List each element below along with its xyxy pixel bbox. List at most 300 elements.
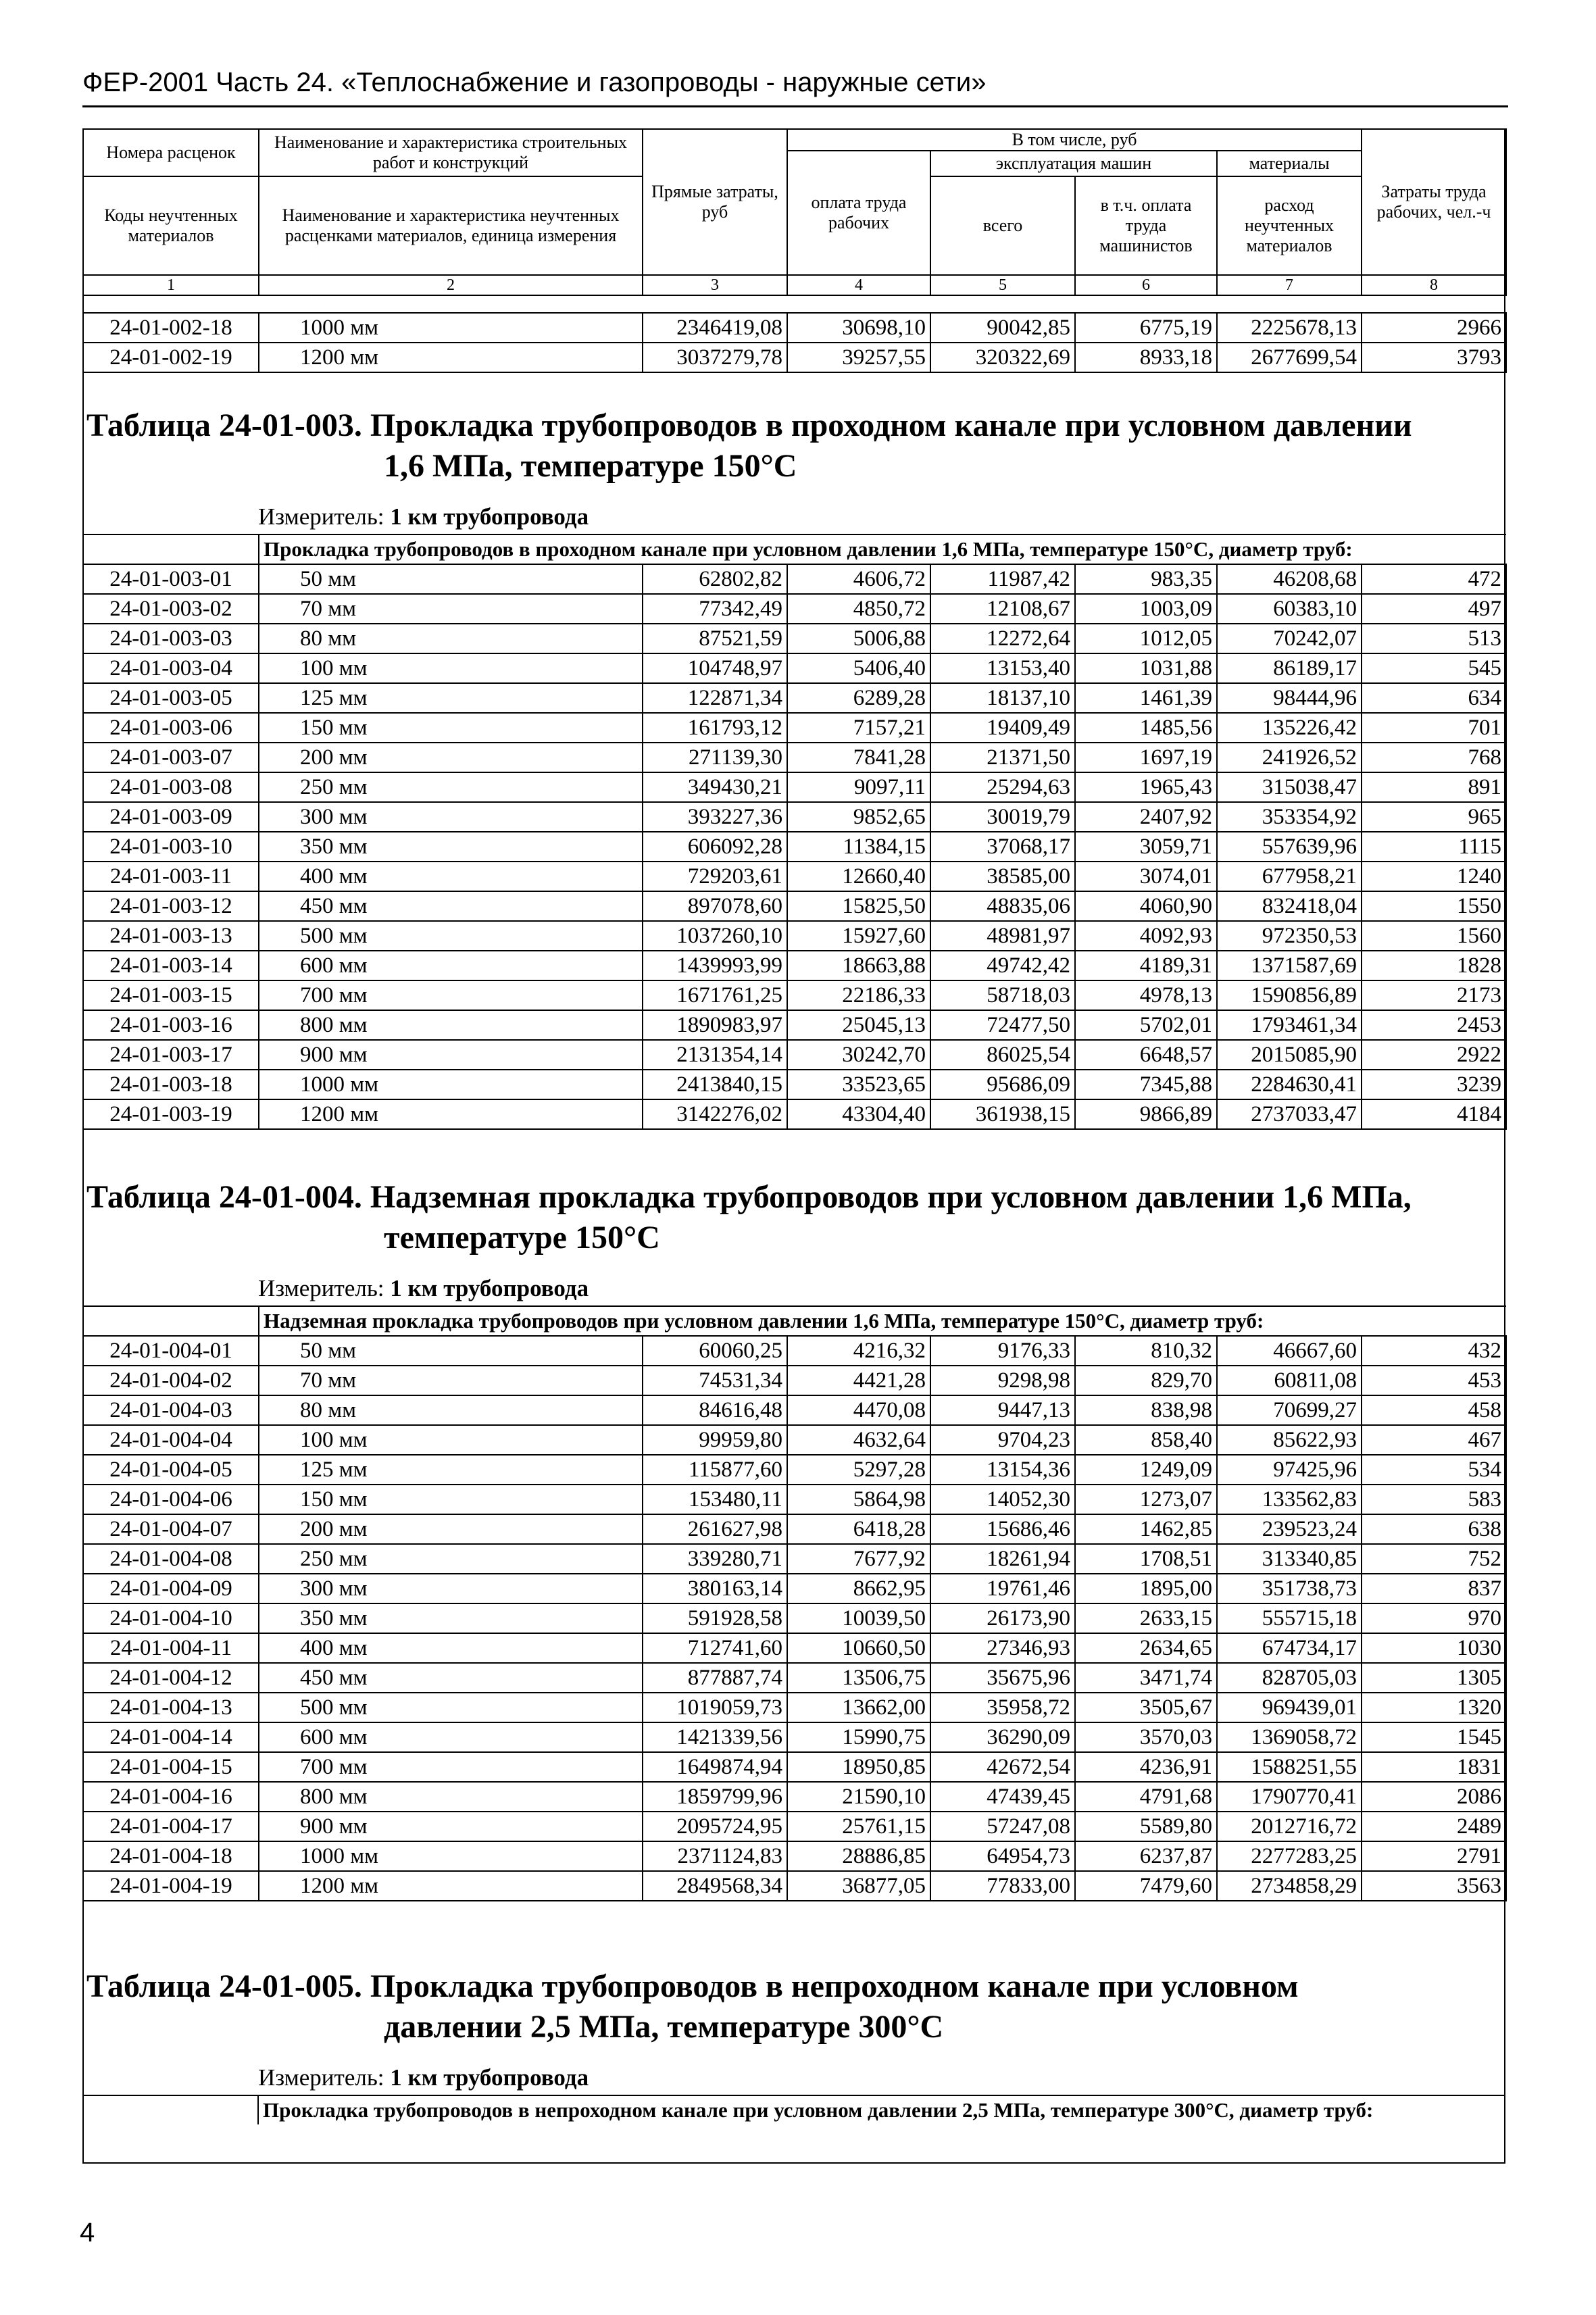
unit-of-measure <box>82 2062 1505 2095</box>
table-row <box>83 594 1506 624</box>
machines-total-cell: 9176,33 <box>930 1336 1075 1366</box>
table-title <box>82 1966 1505 2047</box>
rate-code-cell: 24-01-004-03 <box>83 1395 259 1425</box>
direct-costs-cell: 339280,71 <box>643 1544 787 1574</box>
direct-costs-cell: 3037279,78 <box>643 343 787 372</box>
header-machines-total: всего <box>930 176 1075 275</box>
material-use-cell: 60383,10 <box>1217 594 1362 624</box>
labor-hours-cell: 1030 <box>1362 1633 1506 1663</box>
unit-label: Измеритель: <box>258 503 391 530</box>
machines-total-cell: 47439,45 <box>930 1782 1075 1812</box>
item-name-cell: 50 мм <box>259 564 643 594</box>
rate-code-cell: 24-01-004-17 <box>83 1812 259 1841</box>
table-title-line2: давлении 2,5 МПа, температуре 300°С <box>384 2009 944 2045</box>
material-use-cell: 85622,93 <box>1217 1425 1362 1455</box>
direct-costs-cell: 2413840,15 <box>643 1070 787 1099</box>
labor-hours-cell: 1240 <box>1362 862 1506 891</box>
direct-costs-cell: 1671761,25 <box>643 980 787 1010</box>
direct-costs-cell: 2095724,95 <box>643 1812 787 1841</box>
table-title-line2: температуре 150°С <box>384 1220 660 1255</box>
material-use-cell: 969439,01 <box>1217 1693 1362 1722</box>
material-use-cell: 677958,21 <box>1217 862 1362 891</box>
machinist-pay-cell: 1461,39 <box>1075 683 1217 713</box>
labor-hours-cell: 453 <box>1362 1366 1506 1395</box>
item-name-cell: 70 мм <box>259 1366 643 1395</box>
direct-costs-cell: 2346419,08 <box>643 313 787 343</box>
material-use-cell: 832418,04 <box>1217 891 1362 921</box>
material-use-cell: 1790770,41 <box>1217 1782 1362 1812</box>
rate-code-cell: 24-01-003-07 <box>83 743 259 772</box>
rate-code-cell: 24-01-004-01 <box>83 1336 259 1366</box>
labor-hours-cell: 634 <box>1362 683 1506 713</box>
rate-code-cell: 24-01-003-08 <box>83 772 259 802</box>
material-use-cell: 133562,83 <box>1217 1485 1362 1514</box>
worker-pay-cell: 12660,40 <box>787 862 930 891</box>
table-row <box>83 1603 1506 1633</box>
table-row <box>83 743 1506 772</box>
item-name-cell: 80 мм <box>259 624 643 653</box>
table-row <box>83 1782 1506 1812</box>
colnum-7: 7 <box>1217 275 1362 295</box>
header-material-codes: Коды неучтенных материалов <box>83 176 259 275</box>
machinist-pay-cell: 2407,92 <box>1075 802 1217 832</box>
labor-hours-cell: 1550 <box>1362 891 1506 921</box>
machinist-pay-cell: 7345,88 <box>1075 1070 1217 1099</box>
item-name-cell: 100 мм <box>259 1425 643 1455</box>
table-row <box>83 1010 1506 1040</box>
rate-code-cell: 24-01-003-04 <box>83 653 259 683</box>
machines-total-cell: 95686,09 <box>930 1070 1075 1099</box>
table-description: Надземная прокладка трубопроводов при условном давлении 1,6 МПа, температуре 150°С, диаметр труб: <box>259 1306 1506 1336</box>
material-use-cell: 828705,03 <box>1217 1663 1362 1693</box>
machinist-pay-cell: 9866,89 <box>1075 1099 1217 1129</box>
item-name-cell: 200 мм <box>259 743 643 772</box>
machines-total-cell: 18137,10 <box>930 683 1075 713</box>
machines-total-cell: 58718,03 <box>930 980 1075 1010</box>
rate-table <box>82 1305 1507 1901</box>
machinist-pay-cell: 3471,74 <box>1075 1663 1217 1693</box>
material-use-cell: 2012716,72 <box>1217 1812 1362 1841</box>
desc-spacer <box>82 2095 258 2124</box>
labor-hours-cell: 432 <box>1362 1336 1506 1366</box>
machinist-pay-cell: 1012,05 <box>1075 624 1217 653</box>
table-24-01-005 <box>82 1966 1505 2124</box>
rate-code-cell: 24-01-004-16 <box>83 1782 259 1812</box>
machines-total-cell: 48981,97 <box>930 921 1075 951</box>
rate-code-cell: 24-01-004-06 <box>83 1485 259 1514</box>
table-row <box>83 921 1506 951</box>
rate-code-cell: 24-01-004-19 <box>83 1871 259 1901</box>
machines-total-cell: 18261,94 <box>930 1544 1075 1574</box>
labor-hours-cell: 497 <box>1362 594 1506 624</box>
header-labor-hours: Затраты труда рабочих, чел.-ч <box>1362 129 1506 275</box>
labor-hours-cell: 2966 <box>1362 313 1506 343</box>
machinist-pay-cell: 1485,56 <box>1075 713 1217 743</box>
material-use-cell: 60811,08 <box>1217 1366 1362 1395</box>
worker-pay-cell: 5406,40 <box>787 653 930 683</box>
table-row <box>83 1574 1506 1603</box>
item-name-cell: 500 мм <box>259 1693 643 1722</box>
material-use-cell: 1371587,69 <box>1217 951 1362 980</box>
labor-hours-cell: 1831 <box>1362 1752 1506 1782</box>
machinist-pay-cell: 1965,43 <box>1075 772 1217 802</box>
machinist-pay-cell: 1462,85 <box>1075 1514 1217 1544</box>
item-name-cell: 150 мм <box>259 1485 643 1514</box>
table-row <box>83 1693 1506 1722</box>
item-name-cell: 900 мм <box>259 1812 643 1841</box>
item-name-cell: 80 мм <box>259 1395 643 1425</box>
labor-hours-cell: 1560 <box>1362 921 1506 951</box>
machinist-pay-cell: 4092,93 <box>1075 921 1217 951</box>
table-row <box>83 564 1506 594</box>
item-name-cell: 1000 мм <box>259 313 643 343</box>
direct-costs-cell: 393227,36 <box>643 802 787 832</box>
rate-code-cell: 24-01-003-06 <box>83 713 259 743</box>
worker-pay-cell: 43304,40 <box>787 1099 930 1129</box>
labor-hours-cell: 458 <box>1362 1395 1506 1425</box>
table-row <box>83 1633 1506 1663</box>
machinist-pay-cell: 6775,19 <box>1075 313 1217 343</box>
table-row <box>83 951 1506 980</box>
direct-costs-cell: 380163,14 <box>643 1574 787 1603</box>
table-row <box>83 1455 1506 1485</box>
rate-code-cell: 24-01-004-04 <box>83 1425 259 1455</box>
worker-pay-cell: 9097,11 <box>787 772 930 802</box>
colnum-1: 1 <box>83 275 259 295</box>
table-row <box>83 1395 1506 1425</box>
table-row <box>83 1366 1506 1395</box>
labor-hours-cell: 2489 <box>1362 1812 1506 1841</box>
desc-spacer <box>83 534 259 564</box>
labor-hours-cell: 837 <box>1362 1574 1506 1603</box>
worker-pay-cell: 4470,08 <box>787 1395 930 1425</box>
material-use-cell: 2677699,54 <box>1217 343 1362 372</box>
table-row <box>83 862 1506 891</box>
material-use-cell: 46667,60 <box>1217 1336 1362 1366</box>
material-use-cell: 2277283,25 <box>1217 1841 1362 1871</box>
worker-pay-cell: 9852,65 <box>787 802 930 832</box>
machinist-pay-cell: 1031,88 <box>1075 653 1217 683</box>
labor-hours-cell: 2453 <box>1362 1010 1506 1040</box>
machinist-pay-cell: 1249,09 <box>1075 1455 1217 1485</box>
direct-costs-cell: 271139,30 <box>643 743 787 772</box>
item-name-cell: 600 мм <box>259 951 643 980</box>
direct-costs-cell: 122871,34 <box>643 683 787 713</box>
labor-hours-cell: 4184 <box>1362 1099 1506 1129</box>
rate-code-cell: 24-01-004-15 <box>83 1752 259 1782</box>
table-row <box>83 1514 1506 1544</box>
rate-code-cell: 24-01-004-05 <box>83 1455 259 1485</box>
machines-total-cell: 13154,36 <box>930 1455 1075 1485</box>
table-row <box>83 1752 1506 1782</box>
material-use-cell: 2284630,41 <box>1217 1070 1362 1099</box>
rate-code-cell: 24-01-003-18 <box>83 1070 259 1099</box>
machines-total-cell: 77833,00 <box>930 1871 1075 1901</box>
machines-total-cell: 21371,50 <box>930 743 1075 772</box>
item-name-cell: 300 мм <box>259 802 643 832</box>
machines-total-cell: 12108,67 <box>930 594 1075 624</box>
machinist-pay-cell: 1895,00 <box>1075 1574 1217 1603</box>
item-name-cell: 1000 мм <box>259 1070 643 1099</box>
material-use-cell: 557639,96 <box>1217 832 1362 862</box>
item-name-cell: 200 мм <box>259 1514 643 1544</box>
unit-value: 1 км трубопровода <box>390 2064 589 2091</box>
column-header <box>82 128 1507 296</box>
labor-hours-cell: 752 <box>1362 1544 1506 1574</box>
rate-code-cell: 24-01-003-15 <box>83 980 259 1010</box>
rate-code-cell: 24-01-002-19 <box>83 343 259 372</box>
item-name-cell: 350 мм <box>259 1603 643 1633</box>
worker-pay-cell: 13662,00 <box>787 1693 930 1722</box>
item-name-cell: 800 мм <box>259 1782 643 1812</box>
material-use-cell: 313340,85 <box>1217 1544 1362 1574</box>
direct-costs-cell: 104748,97 <box>643 653 787 683</box>
table-title <box>82 405 1505 487</box>
worker-pay-cell: 18950,85 <box>787 1752 930 1782</box>
table-title-line1: Таблица 24-01-005. Прокладка трубопроводов в непроходном канале при условном <box>86 1968 1299 2004</box>
item-name-cell: 100 мм <box>259 653 643 683</box>
page-header: ФЕР-2001 Часть 24. «Теплоснабжение и газопроводы - наружные сети» <box>82 62 1508 107</box>
material-use-cell: 239523,24 <box>1217 1514 1362 1544</box>
table-title-line1: Таблица 24-01-004. Надземная прокладка трубопроводов при условном давлении 1,6 МПа, <box>86 1179 1412 1215</box>
machines-total-cell: 19409,49 <box>930 713 1075 743</box>
material-use-cell: 1793461,34 <box>1217 1010 1362 1040</box>
direct-costs-cell: 60060,25 <box>643 1336 787 1366</box>
colnum-3: 3 <box>643 275 787 295</box>
item-name-cell: 700 мм <box>259 980 643 1010</box>
direct-costs-cell: 712741,60 <box>643 1633 787 1663</box>
header-material-use: расход неучтенных материалов <box>1217 176 1362 275</box>
labor-hours-cell: 638 <box>1362 1514 1506 1544</box>
item-name-cell: 1200 мм <box>259 343 643 372</box>
worker-pay-cell: 25761,15 <box>787 1812 930 1841</box>
item-name-cell: 450 мм <box>259 891 643 921</box>
worker-pay-cell: 22186,33 <box>787 980 930 1010</box>
labor-hours-cell: 545 <box>1362 653 1506 683</box>
machines-total-cell: 13153,40 <box>930 653 1075 683</box>
material-use-cell: 46208,68 <box>1217 564 1362 594</box>
table-row <box>83 1425 1506 1455</box>
material-use-cell: 555715,18 <box>1217 1603 1362 1633</box>
machines-total-cell: 30019,79 <box>930 802 1075 832</box>
item-name-cell: 800 мм <box>259 1010 643 1040</box>
machines-total-cell: 25294,63 <box>930 772 1075 802</box>
table-row <box>83 980 1506 1010</box>
header-including: В том числе, руб <box>787 129 1362 151</box>
material-use-cell: 2734858,29 <box>1217 1871 1362 1901</box>
material-use-cell: 353354,92 <box>1217 802 1362 832</box>
rate-code-cell: 24-01-003-03 <box>83 624 259 653</box>
direct-costs-cell: 261627,98 <box>643 1514 787 1544</box>
labor-hours-cell: 513 <box>1362 624 1506 653</box>
direct-costs-cell: 1421339,56 <box>643 1722 787 1752</box>
worker-pay-cell: 18663,88 <box>787 951 930 980</box>
table-row <box>83 1812 1506 1841</box>
item-name-cell: 500 мм <box>259 921 643 951</box>
machines-total-cell: 11987,42 <box>930 564 1075 594</box>
direct-costs-cell: 877887,74 <box>643 1663 787 1693</box>
item-name-cell: 50 мм <box>259 1336 643 1366</box>
table-row <box>83 1336 1506 1366</box>
table-row <box>83 313 1506 343</box>
item-name-cell: 400 мм <box>259 1633 643 1663</box>
table-row <box>83 1722 1506 1752</box>
machines-total-cell: 72477,50 <box>930 1010 1075 1040</box>
worker-pay-cell: 4606,72 <box>787 564 930 594</box>
rate-code-cell: 24-01-003-12 <box>83 891 259 921</box>
machinist-pay-cell: 858,40 <box>1075 1425 1217 1455</box>
rate-code-cell: 24-01-004-18 <box>83 1841 259 1871</box>
machines-total-cell: 26173,90 <box>930 1603 1075 1633</box>
rate-code-cell: 24-01-004-08 <box>83 1544 259 1574</box>
item-name-cell: 600 мм <box>259 1722 643 1752</box>
item-name-cell: 450 мм <box>259 1663 643 1693</box>
table-description: Прокладка трубопроводов в непроходном канале при условном давлении 2,5 МПа, температуре 300°С, диаметр труб: <box>258 2095 1505 2124</box>
rate-code-cell: 24-01-003-10 <box>83 832 259 862</box>
labor-hours-cell: 965 <box>1362 802 1506 832</box>
table-title-line1: Таблица 24-01-003. Прокладка трубопроводов в проходном канале при условном давлении <box>86 407 1412 443</box>
rate-code-cell: 24-01-004-02 <box>83 1366 259 1395</box>
page-number: 4 <box>80 2218 95 2247</box>
rate-code-cell: 24-01-002-18 <box>83 313 259 343</box>
direct-costs-cell: 153480,11 <box>643 1485 787 1514</box>
machinist-pay-cell: 3505,67 <box>1075 1693 1217 1722</box>
machines-total-cell: 27346,93 <box>930 1633 1075 1663</box>
direct-costs-cell: 1019059,73 <box>643 1693 787 1722</box>
direct-costs-cell: 161793,12 <box>643 713 787 743</box>
direct-costs-cell: 1037260,10 <box>643 921 787 951</box>
table-24-01-004 <box>82 1177 1505 1901</box>
worker-pay-cell: 30242,70 <box>787 1040 930 1070</box>
desc-spacer <box>83 1306 259 1336</box>
labor-hours-cell: 472 <box>1362 564 1506 594</box>
table-row <box>83 1871 1506 1901</box>
direct-costs-cell: 897078,60 <box>643 891 787 921</box>
worker-pay-cell: 30698,10 <box>787 313 930 343</box>
rate-code-cell: 24-01-004-13 <box>83 1693 259 1722</box>
worker-pay-cell: 4632,64 <box>787 1425 930 1455</box>
machinist-pay-cell: 4060,90 <box>1075 891 1217 921</box>
worker-pay-cell: 10039,50 <box>787 1603 930 1633</box>
item-name-cell: 1200 мм <box>259 1099 643 1129</box>
unit-value: 1 км трубопровода <box>390 1275 589 1301</box>
item-name-cell: 125 мм <box>259 683 643 713</box>
table-title <box>82 1177 1505 1258</box>
rate-code-cell: 24-01-004-10 <box>83 1603 259 1633</box>
rate-code-cell: 24-01-003-09 <box>83 802 259 832</box>
colnum-8: 8 <box>1362 275 1506 295</box>
direct-costs-cell: 2371124,83 <box>643 1841 787 1871</box>
machinist-pay-cell: 983,35 <box>1075 564 1217 594</box>
machines-total-cell: 15686,46 <box>930 1514 1075 1544</box>
machines-total-cell: 320322,69 <box>930 343 1075 372</box>
worker-pay-cell: 7677,92 <box>787 1544 930 1574</box>
worker-pay-cell: 15825,50 <box>787 891 930 921</box>
rate-code-cell: 24-01-004-11 <box>83 1633 259 1663</box>
table-row <box>83 1070 1506 1099</box>
table-row <box>83 1040 1506 1070</box>
worker-pay-cell: 10660,50 <box>787 1633 930 1663</box>
material-use-cell: 86189,17 <box>1217 653 1362 683</box>
material-use-cell: 98444,96 <box>1217 683 1362 713</box>
machinist-pay-cell: 7479,60 <box>1075 1871 1217 1901</box>
labor-hours-cell: 3239 <box>1362 1070 1506 1099</box>
worker-pay-cell: 7157,21 <box>787 713 930 743</box>
item-name-cell: 400 мм <box>259 862 643 891</box>
rate-code-cell: 24-01-004-14 <box>83 1722 259 1752</box>
material-use-cell: 70242,07 <box>1217 624 1362 653</box>
header-worker-pay: оплата труда рабочих <box>787 151 930 275</box>
rate-code-cell: 24-01-004-07 <box>83 1514 259 1544</box>
labor-hours-cell: 2791 <box>1362 1841 1506 1871</box>
machines-total-cell: 19761,46 <box>930 1574 1075 1603</box>
rate-table <box>82 312 1507 373</box>
direct-costs-cell: 1890983,97 <box>643 1010 787 1040</box>
item-name-cell: 70 мм <box>259 594 643 624</box>
material-use-cell: 1590856,89 <box>1217 980 1362 1010</box>
machinist-pay-cell: 4236,91 <box>1075 1752 1217 1782</box>
machinist-pay-cell: 3570,03 <box>1075 1722 1217 1752</box>
material-use-cell: 2225678,13 <box>1217 313 1362 343</box>
table-row <box>83 624 1506 653</box>
labor-hours-cell: 1320 <box>1362 1693 1506 1722</box>
labor-hours-cell: 583 <box>1362 1485 1506 1514</box>
material-use-cell: 1588251,55 <box>1217 1752 1362 1782</box>
rate-code-cell: 24-01-003-16 <box>83 1010 259 1040</box>
table-row <box>83 772 1506 802</box>
unit-value: 1 км трубопровода <box>390 503 589 530</box>
machines-total-cell: 36290,09 <box>930 1722 1075 1752</box>
unit-label: Измеритель: <box>258 2064 391 2091</box>
machinist-pay-cell: 2634,65 <box>1075 1633 1217 1663</box>
material-use-cell: 135226,42 <box>1217 713 1362 743</box>
header-machines: эксплуатация машин <box>930 151 1217 176</box>
direct-costs-cell: 729203,61 <box>643 862 787 891</box>
machinist-pay-cell: 6648,57 <box>1075 1040 1217 1070</box>
direct-costs-cell: 62802,82 <box>643 564 787 594</box>
machinist-pay-cell: 1003,09 <box>1075 594 1217 624</box>
labor-hours-cell: 768 <box>1362 743 1506 772</box>
material-use-cell: 972350,53 <box>1217 921 1362 951</box>
table-row <box>83 802 1506 832</box>
machinist-pay-cell: 4189,31 <box>1075 951 1217 980</box>
machines-total-cell: 38585,00 <box>930 862 1075 891</box>
worker-pay-cell: 11384,15 <box>787 832 930 862</box>
item-name-cell: 700 мм <box>259 1752 643 1782</box>
worker-pay-cell: 13506,75 <box>787 1663 930 1693</box>
labor-hours-cell: 3793 <box>1362 343 1506 372</box>
machines-total-cell: 35958,72 <box>930 1693 1075 1722</box>
item-name-cell: 125 мм <box>259 1455 643 1485</box>
rate-code-cell: 24-01-004-12 <box>83 1663 259 1693</box>
header-work-name: Наименование и характеристика строительных работ и конструкций <box>259 129 643 176</box>
material-use-cell: 97425,96 <box>1217 1455 1362 1485</box>
material-use-cell: 2015085,90 <box>1217 1040 1362 1070</box>
direct-costs-cell: 349430,21 <box>643 772 787 802</box>
direct-costs-cell: 115877,60 <box>643 1455 787 1485</box>
table-row <box>83 1663 1506 1693</box>
table-24-01-003 <box>82 405 1505 1130</box>
rate-code-cell: 24-01-003-19 <box>83 1099 259 1129</box>
item-name-cell: 250 мм <box>259 772 643 802</box>
worker-pay-cell: 8662,95 <box>787 1574 930 1603</box>
material-use-cell: 1369058,72 <box>1217 1722 1362 1752</box>
direct-costs-cell: 77342,49 <box>643 594 787 624</box>
header-material-names: Наименование и характеристика неучтенных расценками материалов, единица измерения <box>259 176 643 275</box>
rate-table <box>82 2095 1505 2124</box>
rate-code-cell: 24-01-003-02 <box>83 594 259 624</box>
worker-pay-cell: 5006,88 <box>787 624 930 653</box>
